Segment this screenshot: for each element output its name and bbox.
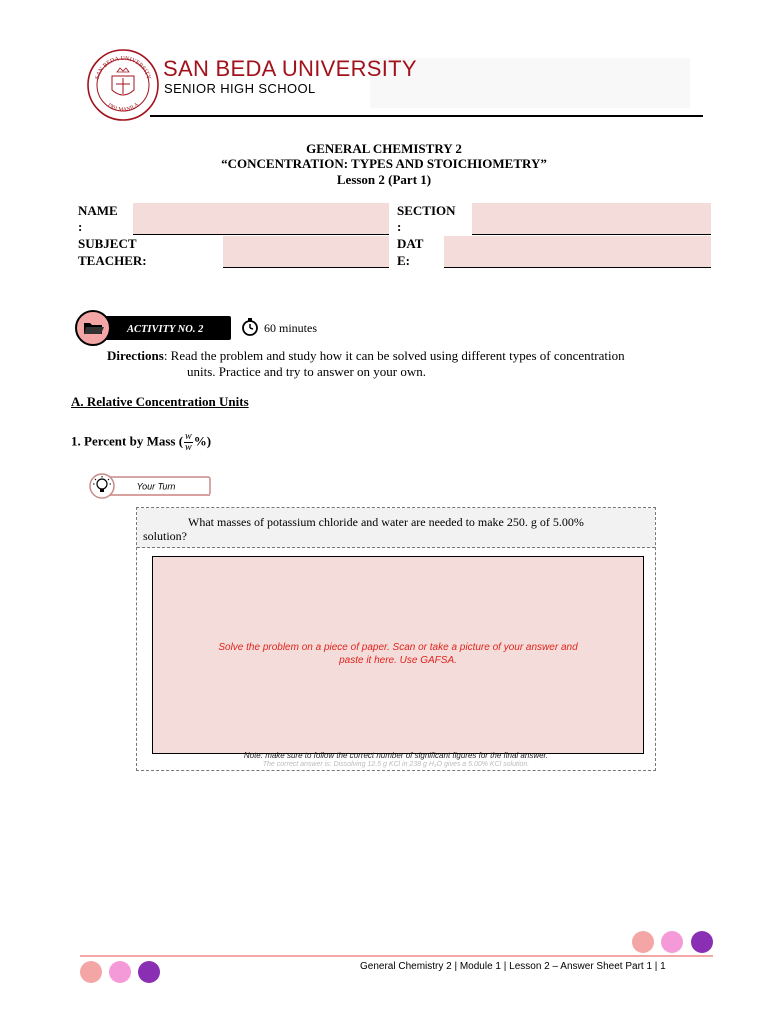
section-field[interactable] [472,203,711,235]
activity-duration: 60 minutes [264,321,317,335]
university-seal-logo [86,48,160,122]
lesson-title: Lesson 2 (Part 1) [336,172,432,187]
school-name: SENIOR HIGH SCHOOL [164,81,316,96]
date-label: DAT [397,236,424,251]
subject-teacher-field[interactable] [223,236,389,268]
date-label-cont: E: [397,253,410,268]
correct-answer-hint: The correct answer is: Dissolving 12.5 g KCl in 238 g H₂O gives a 5.00% KCl solution. [262,761,530,768]
answer-instruction: Solve the problem on a piece of paper. Scan or take a picture of your answer and paste it here. Use GAFSA. [218,642,578,666]
your-turn-tag [88,472,214,500]
date-field[interactable] [444,236,711,268]
problem-text-line1: What masses of potassium chloride and water are needed to make 250. g of 5.00% [188,515,584,529]
fraction-numerator: w [185,431,192,442]
directions-body-cont: units. Practice and try to answer on your own. [187,364,427,379]
svg-text:1901 MANILA [106,102,140,113]
directions-label: Directions [107,348,164,363]
sig-fig-note: Note: make sure to follow the correct number of significant figures for the final answer. [243,751,549,760]
name-field[interactable] [133,203,389,235]
section-colon: : [397,219,402,234]
directions-text [107,348,713,380]
footer-divider [80,955,713,957]
percent-by-mass-end: %) [193,433,212,449]
fraction-denominator: w [185,442,192,453]
seal-text-top: SAN BEDA UNIVERSITY [94,55,152,81]
section-label: SECTION [397,203,456,218]
w-over-w-fraction [184,432,193,453]
activity-badge [71,310,231,346]
activity-label: ACTIVITY NO. 2 [127,324,204,335]
problem-box [136,507,656,771]
footer-text: General Chemistry 2 | Module 1 | Lesson 2 – Answer Sheet Part 1 | 1 [360,961,666,972]
subject-label: SUBJECT [78,236,137,251]
section-a-heading: A. Relative Concentration Units [71,394,249,409]
percent-by-mass-text: 1. Percent by Mass ( [71,433,184,449]
seal-text-bottom: 1901 MANILA [105,101,140,114]
name-label: NAME [78,203,118,218]
topic-title: “CONCENTRATION: TYPES AND STOICHIOMETRY” [221,156,547,171]
decorative-dots-right [630,930,716,954]
header-divider [150,115,703,117]
problem-statement [137,508,655,548]
university-name: SAN BEDA UNIVERSITY [163,56,417,81]
name-colon: : [78,219,83,234]
svg-text:SAN BEDA UNIVERSITY [95,56,152,81]
answer-paste-area[interactable] [152,556,644,754]
your-turn-label: Your Turn [136,481,176,492]
problem-text-line2: solution? [143,529,187,543]
decorative-dots-left [80,960,166,984]
faded-watermark [370,58,690,108]
percent-by-mass-heading [71,432,211,453]
course-title: GENERAL CHEMISTRY 2 [306,141,462,156]
stopwatch-icon [240,317,260,337]
directions-body: : Read the problem and study how it can be solved using different types of concentration [163,348,625,363]
teacher-label: TEACHER: [78,253,147,268]
